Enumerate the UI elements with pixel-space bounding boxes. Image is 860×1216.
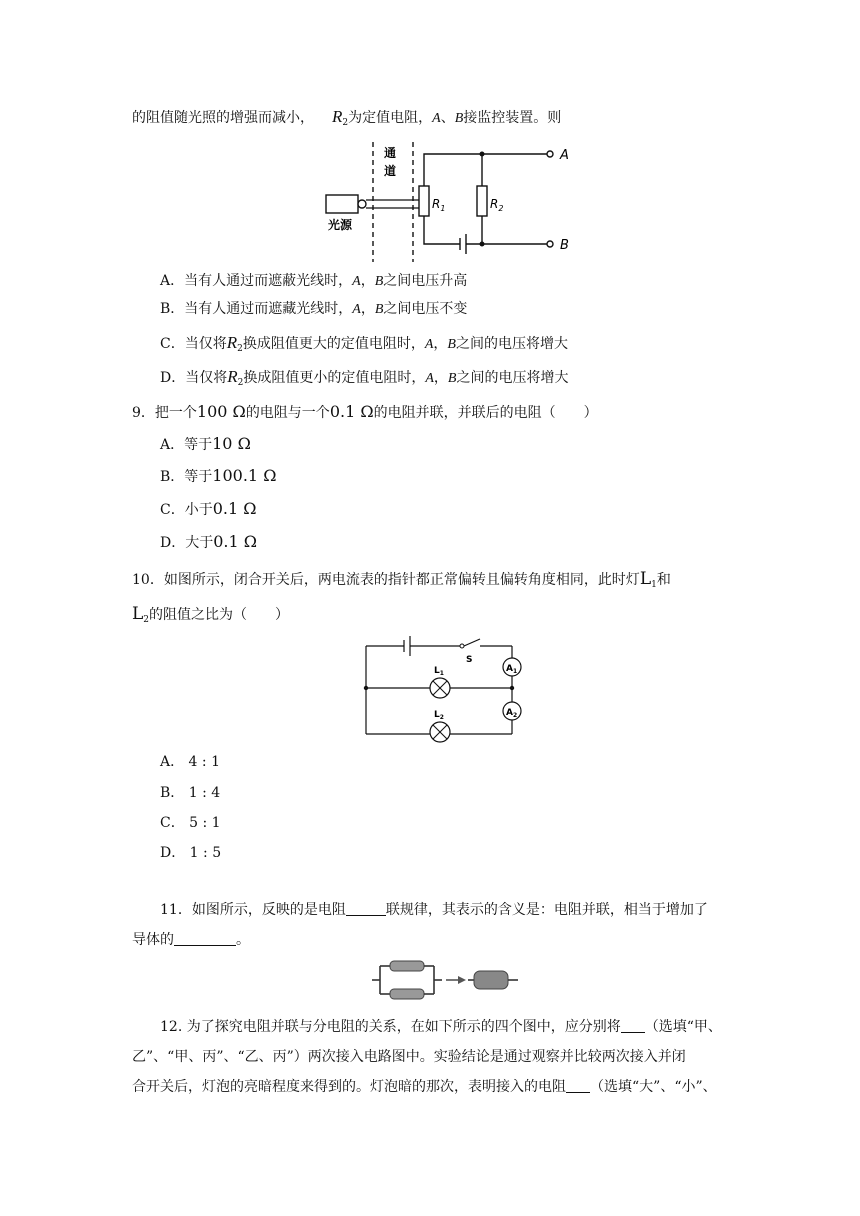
switch-label: S bbox=[466, 655, 473, 665]
q10-circuit-diagram bbox=[360, 636, 530, 744]
lamp-l2-label: $L_2$ bbox=[434, 710, 444, 721]
terminal-b-label: B bbox=[560, 238, 569, 253]
r1-label: $R_1$ bbox=[432, 197, 446, 213]
q10-stem-line1: 10．如图所示，闭合开关后，两电流表的指针都正常偏转且偏转角度相同，此时灯$L_1$和 bbox=[132, 569, 671, 590]
q10-option-d: D． 1 : 5 bbox=[160, 845, 222, 861]
ammeter-a2-label: $A_2$ bbox=[506, 708, 518, 719]
q12-line2: 乙”、“甲、丙”、“乙、丙”）两次接入电路图中。实验结论是通过观察并比较两次接入并闭 bbox=[132, 1049, 686, 1065]
q9-option-a: A．等于10 Ω bbox=[160, 434, 251, 453]
q8-option-a: A．当有人通过而遮蔽光线时，A，B之间电压升高 bbox=[160, 273, 468, 289]
q8-option-c: C．当仅将$R_2$换成阻值更大的定值电阻时，A，B之间的电压将增大 bbox=[160, 333, 568, 354]
q10-stem-line2: $L_2$的阻值之比为（ ） bbox=[132, 604, 290, 625]
q9-option-b: B．等于100.1 Ω bbox=[160, 466, 277, 485]
q10-option-b: B． 1 : 4 bbox=[160, 785, 221, 801]
q8-option-d: D．当仅将$R_2$换成阻值更小的定值电阻时，A，B之间的电压将增大 bbox=[160, 367, 569, 388]
q12-blank-1[interactable] bbox=[621, 1018, 645, 1033]
q11-line1: 11．如图所示，反映的是电阻 联规律，其表示的含义是：电阻并联，相当于增加了 bbox=[160, 902, 708, 918]
q11-blank-1[interactable] bbox=[346, 901, 386, 916]
q11-line2: 导体的 。 bbox=[132, 932, 250, 948]
lamp-l1-label: $L_1$ bbox=[434, 666, 444, 677]
light-source-label: 光源 bbox=[328, 218, 353, 232]
ammeter-a1-label: $A_1$ bbox=[506, 664, 518, 675]
r2-label: $R_2$ bbox=[490, 197, 504, 213]
q8-circuit-diagram bbox=[318, 138, 598, 264]
q11-resistor-diagram bbox=[370, 958, 520, 1002]
q9-option-d: D．大于0.1 Ω bbox=[160, 532, 258, 551]
channel-label-1: 通 bbox=[384, 146, 397, 160]
q11-blank-2[interactable] bbox=[174, 931, 236, 946]
q12-blank-2[interactable] bbox=[566, 1078, 590, 1093]
terminal-a-label: A bbox=[560, 148, 569, 163]
channel-label-2: 道 bbox=[384, 164, 397, 178]
q9-option-c: C．小于0.1 Ω bbox=[160, 499, 257, 518]
q12-line1: 12. 为了探究电阻并联与分电阻的关系，在如下所示的四个图中，应分别将 （选填“甲、 bbox=[160, 1019, 722, 1035]
q9-stem: 9．把一个100 Ω的电阻与一个0.1 Ω的电阻并联，并联后的电阻（ ） bbox=[132, 402, 598, 421]
q8-option-b: B．当有人通过而遮藏光线时，A，B之间电压不变 bbox=[160, 301, 468, 317]
q12-line3: 合开关后，灯泡的亮暗程度来得到的。灯泡暗的那次，表明接入的电阻 （选填“大”、“小”、 bbox=[132, 1079, 717, 1095]
q8-intro: 的阻值随光照的增强而减小， $R_2$为定值电阻，A、B接监控装置。则 bbox=[132, 107, 562, 128]
q10-option-a: A． 4 : 1 bbox=[160, 754, 220, 770]
q10-option-c: C． 5 : 1 bbox=[160, 815, 221, 831]
